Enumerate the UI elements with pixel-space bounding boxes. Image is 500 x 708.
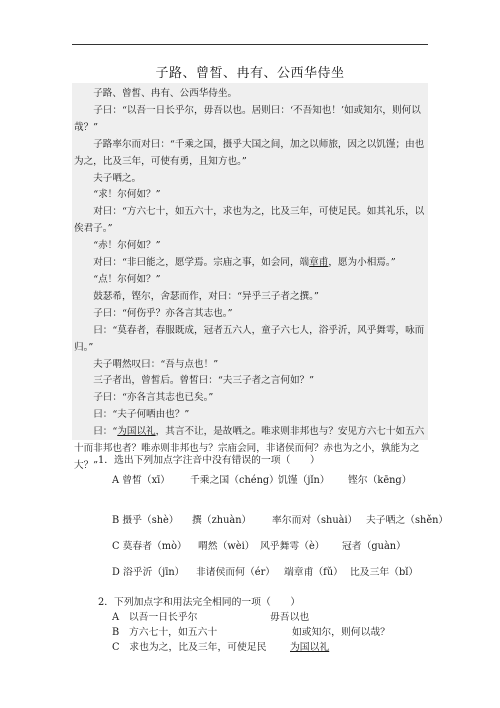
passage-line: “点！尔何如？”: [93, 273, 161, 285]
option-part: 率尔而对（shuài）: [272, 515, 358, 526]
passage-line: 曰：“莫春者，春服既成，冠者五六人，童子六七人，浴乎沂，风乎舞雩，咏而归。”: [74, 324, 425, 353]
option-part: B 方六七十，如五六十: [112, 627, 218, 638]
option-part: 撰（zhuàn）: [192, 515, 252, 526]
option-part: 冠者（guàn）: [342, 541, 406, 552]
q2-option-a[interactable]: [112, 609, 309, 623]
passage-text: ，愿为小相焉。”: [328, 257, 396, 269]
passage-line-last: [74, 424, 426, 475]
passage-line: 子曰：“以吾一日长乎尔，毋吾以也。居则曰：‘不吾知也！’如或知尔，则何以哉？”: [74, 104, 421, 133]
option-part: 毋吾以也: [270, 612, 310, 623]
q1-option-a[interactable]: [112, 472, 412, 486]
option-part: C 莫春者（mò）: [112, 541, 187, 552]
passage-line-chi: [74, 255, 426, 272]
passage-text: 曰：“: [93, 426, 118, 438]
passage-line: 子路率尔而对曰：“千乘之国，摄乎大国之间，加之以师旅，因之以饥馑；由也为之，比及三年，可使有勇，且知方也。”: [74, 138, 425, 167]
passage-line: 子曰：“亦各言其志也已矣。”: [93, 392, 214, 404]
option-part: 比及三年（bǐ）: [350, 567, 419, 578]
q1-option-c[interactable]: [112, 538, 406, 552]
option-part: 夫子哂之（shěn）: [366, 515, 449, 526]
passage-line: 子路、曾皙、冉有、公西华侍坐。: [93, 88, 238, 99]
option-part: 端章甫（fǔ）: [284, 567, 343, 578]
passage-line: “求！尔何如？”: [93, 189, 161, 201]
option-part: 喟然（wèi）: [198, 541, 255, 552]
passage-text: ，其言不让，是故哂之。唯求则非邦也与？安见方六七十如五六十而非邦也者？唯赤则非邦也与？宗庙会同，非诸侯而何？赤也为之小，孰能为之大？”: [74, 426, 425, 471]
option-part: B 摄乎（shè）: [112, 515, 179, 526]
option-part: 风乎舞雩（è）: [260, 541, 325, 552]
q1-option-d[interactable]: [112, 564, 418, 578]
passage-line: 夫子哂之。: [93, 172, 142, 184]
question-1-stem: 1．选出下列加点字注音中没有错误的一项（ ）: [98, 455, 320, 466]
underlined-term: 章甫: [309, 257, 329, 269]
q1-option-b[interactable]: [112, 512, 448, 526]
q2-option-c[interactable]: [112, 639, 329, 653]
underlined-term: 为国以礼: [117, 426, 156, 438]
passage-line: 三子者出，曾皙后。曾皙曰：“夫三子者之言何如？”: [93, 375, 315, 387]
q2-option-b[interactable]: [112, 624, 390, 638]
option-part: 千乘之国（chéng）: [190, 475, 279, 486]
option-part: 铿尔（kēng）: [348, 475, 412, 486]
option-part: 饥馑（jǐn）: [278, 475, 330, 486]
passage-line: 对曰：“方六七十，如五六十，求也为之，比及三年，可使足民。如其礼乐，以俟君子。”: [74, 206, 425, 235]
top-rule: [72, 44, 428, 45]
option-part: C 求也为之，比及三年，可使足民: [112, 642, 267, 653]
passage-line: 子曰：“何伤乎？亦各言其志也。”: [93, 307, 233, 319]
option-part: 为国以礼: [290, 642, 330, 653]
option-part: D 浴乎沂（jīn）: [112, 567, 185, 578]
question-2-stem: 2．下列加点字和用法完全相同的一项（ ）: [98, 597, 301, 608]
document-title: 子路、曾皙、冉有、公西华侍坐: [155, 66, 345, 81]
passage-text: 对曰：“非曰能之，愿学焉。宗庙之事，如会同，端: [93, 257, 310, 269]
option-part: 如或知尔，则何以哉？: [292, 627, 390, 638]
passage-line: 鼓瑟希，铿尔，舍瑟而作，对曰：“异乎三子者之撰。”: [93, 290, 319, 302]
passage-line: 曰：“夫子何哂由也？”: [93, 409, 190, 421]
passage-line: 夫子喟然叹曰：“吾与点也！”: [93, 358, 219, 370]
option-part: 非诸侯而何（ér）: [196, 567, 276, 578]
option-part: A 曾皙（xī）: [112, 475, 171, 486]
passage-line: “赤！尔何如？”: [93, 240, 161, 252]
option-part: A 以吾一日长乎尔: [112, 612, 198, 623]
